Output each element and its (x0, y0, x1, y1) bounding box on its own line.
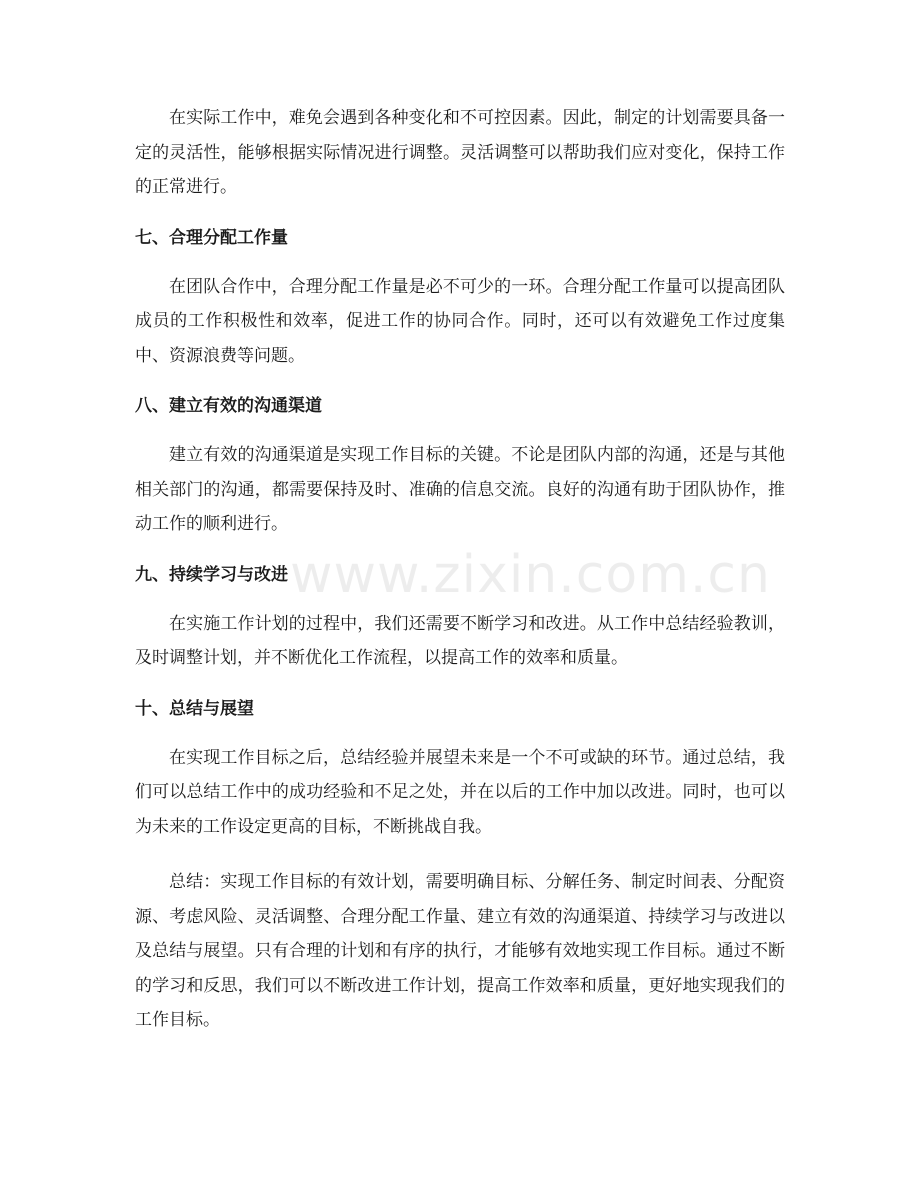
paragraph-section-8: 建立有效的沟通渠道是实现工作目标的关键。不论是团队内部的沟通，还是与其他相关部门的沟通，都需要保持及时、准确的信息交流。良好的沟通有助于团队协作，推动工作的顺利进行。 (135, 445, 785, 534)
paragraph-section-7: 在团队合作中，合理分配工作量是必不可少的一环。合理分配工作量可以提高团队成员的工作积极性和效率，促进工作的协同合作。同时，还可以有效避免工作过度集中、资源浪费等问题。 (135, 276, 785, 366)
heading-section-9: 九、持续学习与改进 (135, 564, 288, 585)
paragraph-intro: 在实际工作中，难免会遇到各种变化和不可控因素。因此，制定的计划需要具备一定的灵活性，能够根据实际情况进行调整。灵活调整可以帮助我们应对变化，保持工作的正常进行。 (135, 108, 785, 197)
paragraph-section-10: 在实现工作目标之后，总结经验并展望未来是一个不可或缺的环节。通过总结，我们可以总结工作中的成功经验和不足之处，并在以后的工作中加以改进。同时，也可以为未来的工作设定更高的目标，不断挑战自我。 (135, 747, 785, 837)
paragraph-section-9: 在实施工作计划的过程中，我们还需要不断学习和改进。从工作中总结经验教训，及时调整计划，并不断优化工作流程，以提高工作的效率和质量。 (135, 613, 785, 668)
heading-section-8: 八、建立有效的沟通渠道 (135, 396, 322, 416)
paragraph-summary: 总结：实现工作目标的有效计划，需要明确目标、分解任务、制定时间表、分配资源、考虑风险、灵活调整、合理分配工作量、建立有效的沟通渠道、持续学习与改进以及总结与展望。只有合理的计划和有序的执行，才能够有效地实现工作目标。通过不断的学习和反思，我们可以不断改进工作计划，提高工作效率和质量，更好地实现我们的工作目标。 (135, 872, 785, 1030)
document-body (135, 101, 785, 1038)
heading-section-10: 十、总结与展望 (135, 698, 254, 719)
watermark: www.zixin.com.cn (290, 545, 771, 605)
heading-section-7: 七、合理分配工作量 (135, 227, 288, 248)
